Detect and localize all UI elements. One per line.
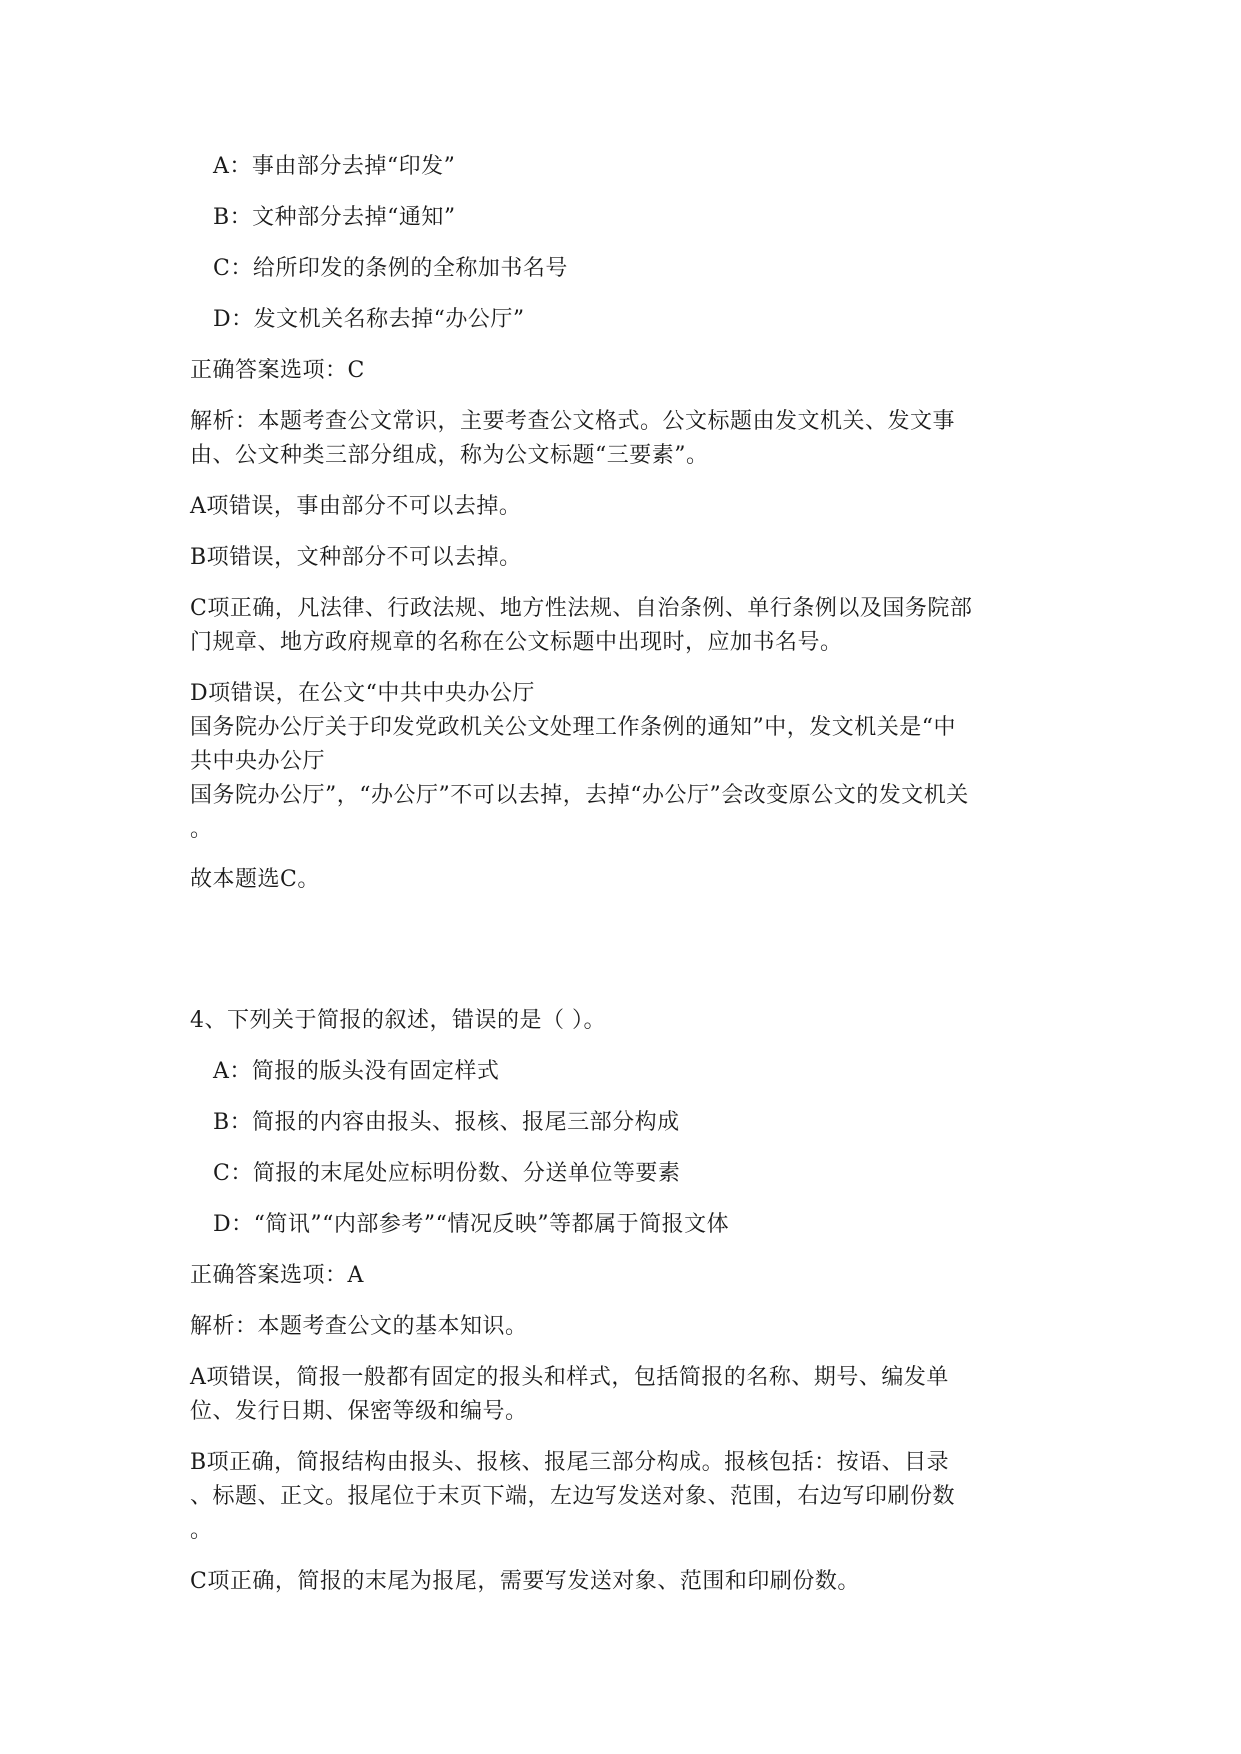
q4-question: 4、下列关于简报的叙述，错误的是（ ）。 [190, 1008, 606, 1033]
q4-analysis: 解析：本题考查公文的基本知识。 [190, 1314, 528, 1339]
q4-answer: 正确答案选项：A [190, 1263, 364, 1288]
q4-a-note: A项错误，简报一般都有固定的报头和样式，包括简报的名称、期号、编发单 位、发行日期、保密等级和编号。 [190, 1365, 949, 1424]
q3-answer: 正确答案选项：C [190, 358, 365, 383]
q3-conclusion: 故本题选C。 [190, 867, 320, 892]
q3-analysis: 解析：本题考查公文常识，主要考查公文格式。公文标题由发文机关、发文事 由、公文种类三部分组成，称为公文标题“三要素”。 [190, 409, 956, 468]
q4-option-b: B：简报的内容由报头、报核、报尾三部分构成 [213, 1110, 680, 1135]
q3-a-note: A项错误，事由部分不可以去掉。 [190, 494, 522, 519]
q3-d-note: D项错误，在公文“中共中央办公厅 国务院办公厅关于印发党政机关公文处理工作条例的通知”中，发文机关是“中 共中央办公厅 国务院办公厅”，“办公厅”不可以去掉，去掉“办公厅”会改变原公文的发文机关 。 [190, 681, 969, 842]
q3-c-note: C项正确，凡法律、行政法规、地方性法规、自治条例、单行条例以及国务院部 门规章、地方政府规章的名称在公文标题中出现时，应加书名号。 [190, 596, 973, 655]
q3-option-c: C：给所印发的条例的全称加书名号 [213, 256, 568, 281]
q4-c-note: C项正确，简报的末尾为报尾，需要写发送对象、范围和印刷份数。 [190, 1569, 860, 1594]
q3-option-d: D：发文机关名称去掉“办公厅” [213, 307, 525, 332]
q4-option-c: C：简报的末尾处应标明份数、分送单位等要素 [213, 1161, 681, 1186]
q4-b-note: B项正确，简报结构由报头、报核、报尾三部分构成。报核包括：按语、目录 、标题、正文。报尾位于末页下端，左边写发送对象、范围，右边写印刷份数 。 [190, 1450, 956, 1543]
q4-option-d: D：“简讯”“内部参考”“情况反映”等都属于简报文体 [213, 1212, 730, 1237]
q3-option-a: A：事由部分去掉“印发” [213, 154, 456, 179]
q3-option-b: B：文种部分去掉“通知” [213, 205, 456, 230]
q3-b-note: B项错误，文种部分不可以去掉。 [190, 545, 522, 570]
q4-option-a: A：简报的版头没有固定样式 [213, 1059, 500, 1084]
